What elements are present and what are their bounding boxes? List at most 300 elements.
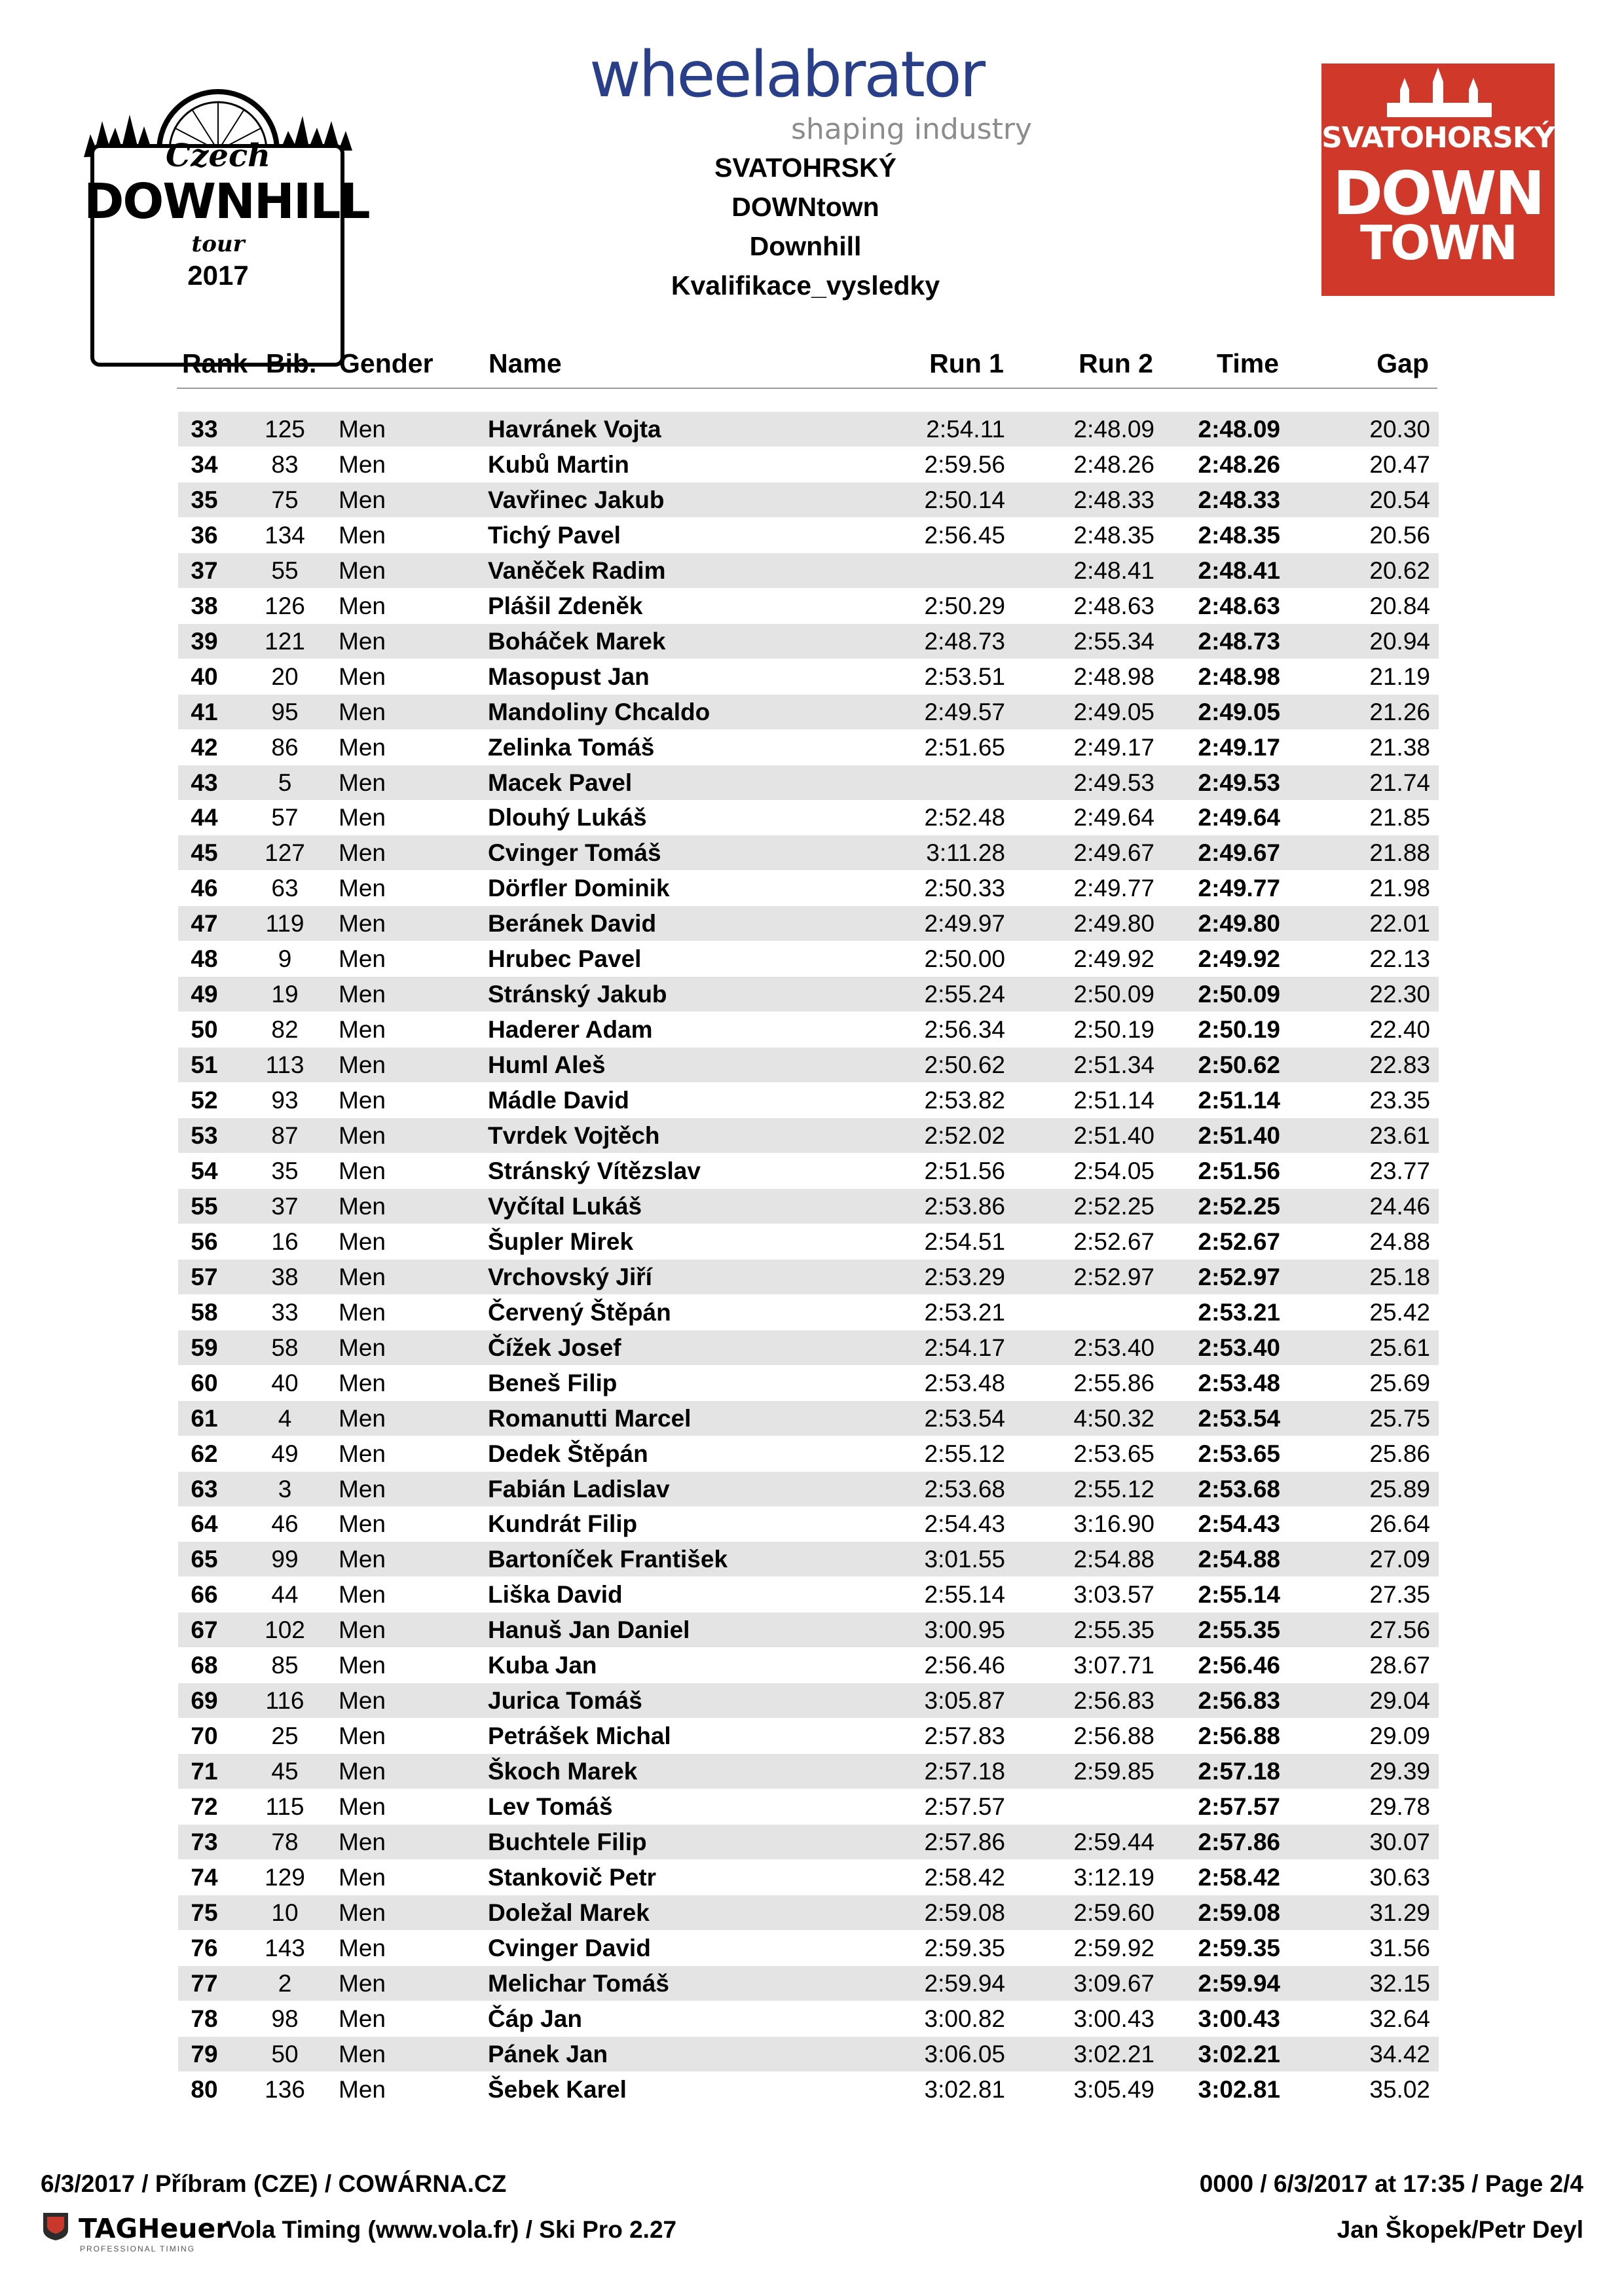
- run1-cell: 2:51.56: [924, 1157, 1005, 1184]
- bib-cell: 44: [271, 1581, 299, 1609]
- gap-cell: 32.15: [1369, 1969, 1430, 1997]
- gap-cell: 30.07: [1369, 1829, 1430, 1855]
- rank-cell: 66: [191, 1581, 218, 1609]
- run2-cell: 4:50.32: [1073, 1404, 1154, 1432]
- gap-cell: 21.74: [1369, 769, 1430, 796]
- castle-skyline-icon: [1321, 64, 1555, 122]
- run1-cell: 2:58.42: [924, 1863, 1005, 1891]
- gap-cell: 23.77: [1369, 1157, 1430, 1184]
- time-cell: 2:48.63: [1198, 592, 1280, 619]
- bib-cell: 63: [271, 875, 299, 902]
- rank-cell: 61: [191, 1404, 218, 1432]
- logo-czech-text: Czech: [165, 137, 271, 174]
- bib-cell: 126: [265, 592, 305, 619]
- gender-cell: Men: [339, 769, 386, 796]
- run1-cell: 2:53.48: [924, 1369, 1005, 1396]
- time-cell: 2:51.56: [1198, 1157, 1280, 1184]
- czech-downhill-tour-logo: [84, 75, 369, 301]
- name-cell: Červený Štěpán: [488, 1298, 671, 1326]
- table-row: [178, 1118, 1439, 1153]
- run2-cell: 2:48.26: [1073, 450, 1154, 478]
- rank-cell: 53: [191, 1122, 218, 1149]
- gap-cell: 27.56: [1369, 1616, 1430, 1644]
- gender-cell: Men: [339, 1016, 386, 1044]
- gap-cell: 29.78: [1369, 1793, 1430, 1821]
- gender-cell: Men: [339, 1369, 386, 1396]
- table-row: [178, 1048, 1439, 1082]
- bib-cell: 115: [265, 1793, 304, 1821]
- table-row: [178, 1436, 1439, 1471]
- gender-cell: Men: [339, 981, 386, 1008]
- name-cell: Čáp Jan: [488, 2005, 582, 2032]
- run1-cell: 2:57.83: [924, 1722, 1005, 1750]
- gender-cell: Men: [339, 1510, 386, 1538]
- gender-cell: Men: [339, 1793, 386, 1821]
- gap-cell: 29.09: [1369, 1722, 1430, 1750]
- table-row: [178, 1648, 1439, 1683]
- name-cell: Mandoliny Chcaldo: [488, 698, 710, 725]
- gender-cell: Men: [339, 733, 386, 761]
- rank-cell: 42: [191, 733, 218, 761]
- gender-cell: Men: [339, 1546, 386, 1573]
- rank-cell: 59: [191, 1334, 218, 1361]
- bib-cell: 40: [271, 1369, 299, 1396]
- gap-cell: 21.88: [1369, 839, 1430, 867]
- name-cell: Čížek Josef: [488, 1334, 621, 1361]
- time-cell: 2:49.67: [1198, 839, 1280, 867]
- rank-cell: 37: [191, 556, 218, 584]
- col-run1: Run 1: [929, 348, 1004, 378]
- footer-software: Vola Timing (www.vola.fr) / Ski Pro 2.27: [226, 2216, 677, 2243]
- bib-cell: 45: [271, 1758, 299, 1785]
- table-row: [178, 624, 1439, 659]
- run2-cell: 2:54.88: [1073, 1546, 1154, 1573]
- gender-cell: Men: [339, 1298, 386, 1326]
- name-cell: Stránský Jakub: [488, 981, 667, 1008]
- table-row: [178, 1931, 1439, 1965]
- run1-cell: 2:57.86: [924, 1829, 1005, 1855]
- run2-cell: 2:49.53: [1073, 769, 1154, 796]
- bib-cell: 46: [271, 1510, 299, 1538]
- time-cell: 2:49.77: [1198, 875, 1280, 902]
- gender-cell: Men: [339, 804, 386, 831]
- time-cell: 2:49.80: [1198, 910, 1280, 938]
- time-cell: 2:52.67: [1198, 1228, 1280, 1255]
- name-cell: Jurica Tomáš: [488, 1687, 642, 1715]
- bib-cell: 136: [265, 2075, 305, 2103]
- name-cell: Liška David: [488, 1581, 623, 1609]
- gap-cell: 29.04: [1369, 1687, 1430, 1715]
- gender-cell: Men: [339, 1969, 386, 1997]
- table-row: [178, 2037, 1439, 2071]
- run2-cell: 2:55.34: [1073, 627, 1154, 655]
- gender-cell: Men: [339, 1934, 386, 1961]
- gender-cell: Men: [339, 2040, 386, 2068]
- time-cell: 2:49.05: [1198, 698, 1280, 725]
- bib-cell: 16: [271, 1228, 299, 1255]
- run2-cell: 2:49.80: [1073, 910, 1154, 938]
- run2-cell: 2:48.09: [1073, 416, 1154, 443]
- table-row: [178, 553, 1439, 588]
- name-cell: Dlouhý Lukáš: [488, 804, 647, 831]
- run2-cell: 3:07.71: [1073, 1652, 1154, 1679]
- gender-cell: Men: [339, 1475, 386, 1503]
- table-row: [178, 1966, 1439, 2001]
- bib-cell: 25: [271, 1722, 299, 1750]
- gender-cell: Men: [339, 839, 386, 867]
- time-cell: 2:59.94: [1198, 1969, 1280, 1997]
- run1-cell: 2:53.54: [924, 1404, 1005, 1432]
- rank-cell: 79: [191, 2040, 218, 2068]
- bib-cell: 37: [271, 1192, 299, 1220]
- name-cell: Plášil Zdeněk: [488, 592, 643, 619]
- gender-cell: Men: [339, 1334, 386, 1361]
- bib-cell: 98: [271, 2005, 299, 2032]
- bib-cell: 86: [271, 733, 299, 761]
- run2-cell: 2:59.44: [1073, 1829, 1154, 1855]
- run2-cell: 2:55.35: [1073, 1616, 1154, 1644]
- name-cell: Stránský Vítězslav: [488, 1157, 701, 1184]
- rank-cell: 55: [191, 1192, 218, 1220]
- gap-cell: 21.85: [1369, 804, 1430, 831]
- run1-cell: 2:53.21: [924, 1298, 1005, 1326]
- name-cell: Vyčítal Lukáš: [488, 1192, 642, 1220]
- name-cell: Haderer Adam: [488, 1016, 653, 1044]
- gap-cell: 25.69: [1369, 1369, 1430, 1396]
- bib-cell: 134: [265, 521, 305, 549]
- table-row: [178, 1719, 1439, 1753]
- gap-cell: 21.38: [1369, 733, 1430, 761]
- event-title-line2: DOWNtown: [731, 192, 879, 222]
- rank-cell: 45: [191, 839, 218, 867]
- run1-cell: 3:02.81: [924, 2075, 1005, 2103]
- run2-cell: 2:48.98: [1073, 663, 1154, 690]
- gap-cell: 20.62: [1369, 556, 1430, 584]
- gap-cell: 22.83: [1369, 1051, 1430, 1079]
- rank-cell: 77: [191, 1969, 218, 1997]
- rank-cell: 58: [191, 1298, 218, 1326]
- rank-cell: 65: [191, 1546, 218, 1573]
- rank-cell: 74: [191, 1863, 218, 1891]
- run2-cell: 2:50.09: [1073, 981, 1154, 1008]
- time-cell: 3:02.21: [1198, 2040, 1280, 2068]
- name-cell: Buchtele Filip: [488, 1829, 647, 1855]
- name-cell: Lev Tomáš: [488, 1793, 613, 1821]
- col-bib: Bib.: [266, 348, 317, 378]
- rank-cell: 78: [191, 2005, 218, 2032]
- brand-logo: wheelabrator: [589, 38, 984, 111]
- gap-cell: 21.98: [1369, 875, 1430, 902]
- rank-cell: 50: [191, 1016, 218, 1044]
- run2-cell: 2:59.92: [1073, 1934, 1154, 1961]
- time-cell: 3:02.81: [1198, 2075, 1280, 2103]
- time-cell: 2:48.35: [1198, 521, 1280, 549]
- rank-cell: 64: [191, 1510, 218, 1538]
- table-row: [178, 1613, 1439, 1647]
- name-cell: Dedek Štěpán: [488, 1440, 648, 1467]
- bib-cell: 2: [278, 1969, 292, 1997]
- run1-cell: 2:53.29: [924, 1263, 1005, 1290]
- time-cell: 2:53.54: [1198, 1404, 1280, 1432]
- rank-cell: 38: [191, 592, 218, 619]
- name-cell: Fabián Ladislav: [488, 1475, 670, 1503]
- gap-cell: 25.75: [1369, 1404, 1430, 1432]
- name-cell: Šupler Mirek: [488, 1228, 634, 1255]
- table-row: [178, 977, 1439, 1011]
- run2-cell: 2:53.65: [1073, 1440, 1154, 1467]
- time-cell: 2:57.86: [1198, 1829, 1280, 1855]
- name-cell: Melichar Tomáš: [488, 1969, 669, 1997]
- gap-cell: 25.86: [1369, 1440, 1430, 1467]
- gap-cell: 23.61: [1369, 1122, 1430, 1149]
- run2-cell: 2:53.40: [1073, 1334, 1154, 1361]
- table-row: [178, 589, 1439, 623]
- time-cell: 2:57.18: [1198, 1758, 1280, 1785]
- table-row: [178, 1577, 1439, 1612]
- rank-cell: 54: [191, 1157, 218, 1184]
- run1-cell: 2:51.65: [924, 733, 1005, 761]
- gender-cell: Men: [339, 486, 386, 513]
- bib-cell: 113: [265, 1051, 304, 1079]
- brand-tagline: shaping industry: [791, 113, 1032, 146]
- name-cell: Beneš Filip: [488, 1369, 618, 1396]
- time-cell: 2:53.68: [1198, 1475, 1280, 1503]
- run1-cell: 3:06.05: [924, 2040, 1005, 2068]
- gender-cell: Men: [339, 1051, 386, 1079]
- table-row: [178, 1330, 1439, 1365]
- gap-cell: 26.64: [1369, 1510, 1430, 1538]
- run1-cell: 2:55.12: [924, 1440, 1005, 1467]
- bib-cell: 10: [271, 1899, 299, 1926]
- rank-cell: 80: [191, 2075, 218, 2103]
- gap-cell: 29.39: [1369, 1758, 1430, 1785]
- time-cell: 2:48.26: [1198, 450, 1280, 478]
- logo-tour-text: tour: [191, 231, 245, 257]
- run2-cell: 2:49.17: [1073, 733, 1154, 761]
- run1-cell: 2:55.14: [924, 1581, 1005, 1609]
- run2-cell: 2:59.85: [1073, 1758, 1154, 1785]
- rank-cell: 57: [191, 1263, 218, 1290]
- time-cell: 2:55.14: [1198, 1581, 1280, 1609]
- gap-cell: 27.35: [1369, 1581, 1430, 1609]
- gender-cell: Men: [339, 1652, 386, 1679]
- gap-cell: 20.56: [1369, 521, 1430, 549]
- table-row: [178, 659, 1439, 694]
- rank-cell: 73: [191, 1829, 218, 1855]
- gap-cell: 22.01: [1369, 910, 1430, 938]
- gender-cell: Men: [339, 698, 386, 725]
- time-cell: 2:48.33: [1198, 486, 1280, 513]
- rank-cell: 63: [191, 1475, 218, 1503]
- table-row: [178, 1224, 1439, 1259]
- run2-cell: 2:55.86: [1073, 1369, 1154, 1396]
- gap-cell: 23.35: [1369, 1087, 1430, 1114]
- rank-cell: 41: [191, 698, 218, 725]
- run1-cell: 2:56.45: [924, 521, 1005, 549]
- gap-cell: 25.61: [1369, 1334, 1430, 1361]
- name-cell: Bartoníček František: [488, 1546, 728, 1573]
- rank-cell: 34: [191, 450, 218, 478]
- run2-cell: 2:51.40: [1073, 1122, 1154, 1149]
- event-discipline: Downhill: [749, 231, 862, 261]
- table-row: [178, 2072, 1439, 2107]
- bib-cell: 19: [271, 981, 299, 1008]
- gender-cell: Men: [339, 1087, 386, 1114]
- table-row: [178, 1825, 1439, 1859]
- run2-cell: 2:59.60: [1073, 1899, 1154, 1926]
- gap-cell: 30.63: [1369, 1863, 1430, 1891]
- results-title: Kvalifikace_vysledky: [671, 270, 940, 301]
- table-row: [178, 941, 1439, 976]
- gender-cell: Men: [339, 1616, 386, 1644]
- name-cell: Tichý Pavel: [488, 521, 621, 549]
- col-gap: Gap: [1376, 348, 1429, 378]
- gap-cell: 27.09: [1369, 1546, 1430, 1573]
- run2-cell: 2:48.41: [1073, 556, 1154, 584]
- rank-cell: 43: [191, 769, 218, 796]
- run1-cell: 2:55.24: [924, 981, 1005, 1008]
- table-row: [178, 483, 1439, 517]
- run2-cell: 2:50.19: [1073, 1016, 1154, 1044]
- bib-cell: 55: [271, 556, 299, 584]
- name-cell: Vrchovský Jiří: [488, 1263, 652, 1290]
- run2-cell: 3:02.21: [1073, 2040, 1154, 2068]
- rank-cell: 52: [191, 1087, 218, 1114]
- rank-cell: 67: [191, 1616, 218, 1644]
- gap-cell: 22.40: [1369, 1016, 1430, 1044]
- gender-cell: Men: [339, 1404, 386, 1432]
- bib-cell: 20: [271, 663, 299, 690]
- gender-cell: Men: [339, 627, 386, 655]
- run1-cell: 2:57.57: [924, 1793, 1005, 1821]
- bib-cell: 116: [265, 1687, 304, 1715]
- time-cell: 2:56.88: [1198, 1722, 1280, 1750]
- rank-cell: 48: [191, 945, 218, 973]
- time-cell: 2:59.35: [1198, 1934, 1280, 1961]
- run2-cell: 2:54.05: [1073, 1157, 1154, 1184]
- rank-cell: 76: [191, 1934, 218, 1961]
- time-cell: 2:56.83: [1198, 1687, 1280, 1715]
- gender-cell: Men: [339, 1722, 386, 1750]
- run1-cell: 2:52.48: [924, 804, 1005, 831]
- gender-cell: Men: [339, 1440, 386, 1467]
- run1-cell: 2:53.68: [924, 1475, 1005, 1503]
- name-cell: Havránek Vojta: [488, 416, 661, 443]
- tagheuer-logo-text: TAGHeuer: [79, 2213, 229, 2244]
- rank-cell: 39: [191, 627, 218, 655]
- table-row: [178, 1366, 1439, 1400]
- time-cell: 2:48.98: [1198, 663, 1280, 690]
- gender-cell: Men: [339, 663, 386, 690]
- run2-cell: 2:49.64: [1073, 804, 1154, 831]
- gap-cell: 31.29: [1369, 1899, 1430, 1926]
- rank-cell: 72: [191, 1793, 218, 1821]
- rank-cell: 75: [191, 1899, 218, 1926]
- gap-cell: 24.88: [1369, 1228, 1430, 1255]
- table-row: [178, 518, 1439, 553]
- gap-cell: 32.64: [1369, 2005, 1430, 2032]
- time-cell: 2:58.42: [1198, 1863, 1280, 1891]
- run2-cell: 2:56.88: [1073, 1722, 1154, 1750]
- col-gender: Gender: [339, 348, 434, 378]
- table-row: [178, 906, 1439, 941]
- run1-cell: 2:48.73: [924, 627, 1005, 655]
- table-row: [178, 800, 1439, 835]
- table-row: [178, 447, 1439, 482]
- time-cell: 2:49.53: [1198, 769, 1280, 796]
- bib-cell: 83: [271, 450, 299, 478]
- rank-cell: 36: [191, 521, 218, 549]
- table-row: [178, 1506, 1439, 1541]
- run1-cell: 2:54.11: [926, 416, 1005, 443]
- gender-cell: Men: [339, 910, 386, 938]
- table-row: [178, 1295, 1439, 1330]
- run1-cell: 2:54.43: [924, 1510, 1005, 1538]
- logo-right-title: SVATOHORSKÝ: [1321, 121, 1555, 155]
- name-cell: Kuba Jan: [488, 1652, 597, 1679]
- tagheuer-subtitle: PROFESSIONAL TIMING: [80, 2244, 196, 2253]
- run1-cell: 2:49.97: [924, 910, 1005, 938]
- name-cell: Cvinger Tomáš: [488, 839, 661, 867]
- gap-cell: 22.13: [1369, 945, 1430, 973]
- time-cell: 3:00.43: [1198, 2005, 1280, 2032]
- run2-cell: 2:52.25: [1073, 1192, 1154, 1220]
- name-cell: Šebek Karel: [488, 2075, 627, 2103]
- gap-cell: 20.30: [1369, 416, 1430, 443]
- bib-cell: 87: [271, 1122, 299, 1149]
- run1-cell: 3:05.87: [924, 1687, 1005, 1715]
- run2-cell: 2:49.92: [1073, 945, 1154, 973]
- rank-cell: 49: [191, 981, 218, 1008]
- time-cell: 2:48.73: [1198, 627, 1280, 655]
- time-cell: 2:51.40: [1198, 1122, 1280, 1149]
- run1-cell: 2:54.51: [924, 1228, 1005, 1255]
- table-row: [178, 1754, 1439, 1789]
- table-row: [178, 1189, 1439, 1224]
- bib-cell: 58: [271, 1334, 299, 1361]
- time-cell: 2:50.09: [1198, 981, 1280, 1008]
- gender-cell: Men: [339, 1228, 386, 1255]
- run2-cell: 2:55.12: [1073, 1475, 1154, 1503]
- run1-cell: 2:50.14: [924, 486, 1005, 513]
- svatohorsky-downtown-logo: [1321, 64, 1555, 296]
- bib-cell: 5: [278, 769, 292, 796]
- bib-cell: 4: [278, 1404, 292, 1432]
- time-cell: 2:53.65: [1198, 1440, 1280, 1467]
- rank-cell: 44: [191, 804, 218, 831]
- gender-cell: Men: [339, 556, 386, 584]
- run1-cell: 3:01.55: [924, 1546, 1005, 1573]
- gap-cell: 35.02: [1369, 2075, 1430, 2103]
- time-cell: 2:51.14: [1198, 1087, 1280, 1114]
- time-cell: 2:52.25: [1198, 1192, 1280, 1220]
- gap-cell: 25.42: [1369, 1298, 1430, 1326]
- gap-cell: 22.30: [1369, 981, 1430, 1008]
- run2-cell: 2:48.33: [1073, 486, 1154, 513]
- run1-cell: 3:00.82: [924, 2005, 1005, 2032]
- bib-cell: 33: [271, 1298, 299, 1326]
- gender-cell: Men: [339, 1263, 386, 1290]
- bib-cell: 57: [271, 804, 299, 831]
- time-cell: 2:52.97: [1198, 1263, 1280, 1290]
- name-cell: Vavřinec Jakub: [488, 486, 665, 513]
- gender-cell: Men: [339, 1192, 386, 1220]
- table-row: [178, 1542, 1439, 1576]
- run1-cell: 2:57.18: [924, 1758, 1005, 1785]
- gap-cell: 20.94: [1369, 627, 1430, 655]
- table-row: [178, 1260, 1439, 1294]
- bib-cell: 143: [265, 1934, 305, 1961]
